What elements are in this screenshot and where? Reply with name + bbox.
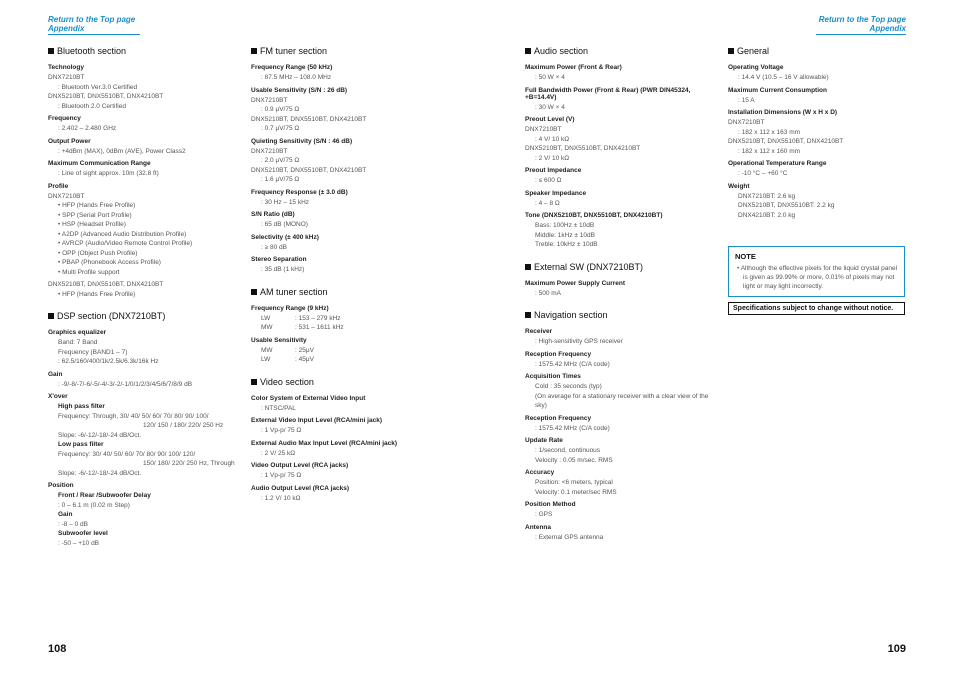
spec-value: : 1 Vp-p/ 75 Ω (261, 427, 302, 434)
spec-value: : ≥ 80 dB (261, 243, 287, 251)
spec-value: DNX7210BT: 2.6 kg (738, 192, 796, 200)
bullet-square-icon (251, 289, 257, 295)
spec-value: : ≤ 600 Ω (535, 177, 562, 184)
spec-value: : High-sensitivity GPS receiver (535, 338, 623, 345)
spec-label: Frequency Range (50 kHz) (251, 64, 333, 71)
section-title-video: Video section (251, 377, 441, 387)
spec-value: : -10 °C – +60 °C (738, 170, 788, 177)
spec-label: Maximum Communication Range (48, 160, 151, 167)
spec-label: Graphics equalizer (48, 329, 107, 336)
spec-value: : 1/second, continuous (535, 447, 601, 454)
spec-label: Audio Output Level (RCA jacks) (251, 484, 349, 492)
spec-value: Band: 7 Band (58, 339, 98, 346)
column-tuner-video (251, 46, 441, 503)
spec-label: Acquisition Times (525, 373, 581, 380)
spec-value: : 1575.42 MHz (C/A code) (535, 424, 610, 432)
spec-label: Frequency Range (9 kHz) (251, 304, 329, 312)
spec-value: (On average for a stationary receiver with a clear view of the sky) (535, 392, 711, 409)
spec-label: Maximum Current Consumption (728, 86, 827, 94)
spec-row: MW : 531 – 1611 kHz (261, 324, 344, 331)
bullet-square-icon (728, 48, 734, 54)
spec-value: : External GPS antenna (535, 533, 604, 541)
spec-value: : 1.2 V/ 10 kΩ (261, 494, 301, 502)
section-title-dsp: DSP section (DNX7210BT) (48, 311, 238, 321)
profile-list-item: • SPP (Serial Port Profile) (48, 211, 238, 221)
spec-value: Frequency: 30/ 40/ 50/ 60/ 70/ 80/ 90/ 100/ 120/ (58, 450, 196, 458)
profile-list-item: • HFP (Hands Free Profile) (48, 290, 238, 300)
spec-value: : 1575.42 MHz (C/A code) (535, 360, 610, 368)
spec-value: : 500 mA (535, 289, 562, 297)
bullet-square-icon (525, 48, 531, 54)
spec-value: : 2.402 – 2.480 GHz (58, 125, 117, 132)
spec-value: Treble: 10kHz ± 10dB (535, 241, 598, 248)
spec-value: DNX5210BT, DNX5510BT, DNX4210BT (525, 145, 641, 152)
spec-value: : 65 dB (MONO) (261, 221, 308, 228)
spec-notice: Specifications subject to change without notice. (728, 302, 905, 315)
bullet-square-icon (525, 312, 531, 318)
spec-value: : -9/-8/-7/-6/-5/-4/-3/-2/-1/0/1/2/3/4/5/6/7/8/9 dB (58, 380, 193, 388)
spec-value: Middle: 1kHz ± 10dB (535, 231, 595, 239)
spec-value: : Bluetooth 2.0 Certified (58, 102, 126, 110)
spec-label: Frequency Response (± 3.0 dB) (251, 188, 348, 196)
spec-value: : 2.0 μV/75 Ω (261, 157, 300, 164)
spec-value: : 30 Hz – 15 kHz (261, 198, 310, 206)
spec-sublabel: Gain (58, 511, 73, 518)
spec-value: : 62.5/160/400/1k/2.5k/6.3k/16k Hz (58, 358, 159, 365)
spec-value: : 0.9 μV/75 Ω (261, 106, 300, 113)
bullet-square-icon (251, 48, 257, 54)
spec-value: DNX7210BT (48, 74, 85, 81)
spec-value: : 182 x 112 x 163 mm (738, 128, 801, 136)
profile-list-item: • OPP (Object Push Profile) (48, 249, 238, 259)
bullet-square-icon (48, 313, 54, 319)
return-top-link-right[interactable]: Return to the Top page (818, 15, 906, 24)
spec-value: DNX5210BT, DNX5510BT, DNX4210BT (251, 115, 367, 123)
spec-sublabel: High pass filter (58, 403, 105, 410)
profile-list-item: • HFP (Hands Free Profile) (48, 201, 238, 211)
spec-value: DNX5210BT, DNX5510BT, DNX4210BT (728, 138, 844, 145)
spec-value: 120/ 150 / 180/ 220/ 250 Hz (143, 422, 224, 429)
spec-value: : 4 – 8 Ω (535, 199, 560, 207)
spec-label: Gain (48, 370, 63, 378)
spec-label: Reception Frequency (525, 350, 592, 358)
spec-value: : 1.6 μV/75 Ω (261, 176, 300, 183)
section-title-bluetooth: Bluetooth section (48, 46, 238, 56)
spec-label: Video Output Level (RCA jacks) (251, 462, 349, 469)
profile-list-item: • PBAP (Phonebook Access Profile) (48, 258, 238, 268)
note-title: NOTE (735, 252, 756, 261)
note-text: • Although the effective pixels for the liquid crystal panel is given as 99.99% or more, 0.01% of pixels may not light or may light incorrectly. (737, 265, 898, 290)
spec-label: Operating Voltage (728, 64, 784, 71)
spec-label: Profile (48, 182, 69, 190)
spec-label: Preout Impedance (525, 167, 582, 174)
spec-label: Update Rate (525, 437, 563, 444)
section-title-general: General (728, 46, 918, 56)
spec-label: Weight (728, 182, 750, 190)
spec-value: Position: <6 meters, typical (535, 479, 613, 486)
spec-value: : +4dBm (MAX), 0dBm (AVE), Power Class2 (58, 147, 186, 155)
spec-value: Bass: 100Hz ± 10dB (535, 222, 595, 229)
spec-value: Frequency (BAND1 – 7) (58, 348, 128, 356)
column-audio-navigation (525, 46, 715, 542)
column-general (728, 46, 918, 315)
section-title-am: AM tuner section (251, 287, 441, 297)
profile-list-item: • A2DP (Advanced Audio Distribution Profile) (48, 230, 238, 240)
profile-list-item: • AVRCP (Audio/Video Remote Control Profile) (48, 239, 238, 249)
spec-value: DNX7210BT (251, 96, 288, 104)
spec-value: : 87.5 MHz – 108.0 MHz (261, 74, 332, 81)
spec-value: : 182 x 112 x 160 mm (738, 147, 801, 155)
spec-row: LW : 45μV (261, 356, 314, 363)
return-top-link-left[interactable]: Return to the Top page (48, 15, 136, 24)
spec-value: DNX7210BT (525, 126, 562, 133)
spec-label: Reception Frequency (525, 414, 592, 422)
spec-value: DNX7210BT (251, 147, 288, 155)
spec-value: : 14.4 V (10.5 – 16 V allowable) (738, 74, 829, 81)
spec-value: : NTSC/PAL (261, 404, 296, 412)
note-box (728, 246, 905, 297)
spec-label: Usable Sensitivity (S/N : 26 dB) (251, 86, 348, 94)
spec-value: : 35 dB (1 kHz) (261, 266, 305, 273)
spec-label: S/N Ratio (dB) (251, 211, 295, 218)
spec-label: Technology (48, 64, 84, 71)
spec-value: : Line of sight approx. 10m (32.8 ft) (58, 170, 159, 177)
spec-value: : 4 V/ 10 kΩ (535, 135, 570, 143)
spec-value: DNX5210BT, DNX5510BT, DNX4210BT (48, 281, 164, 288)
spec-label: Position (48, 482, 74, 489)
section-title-fm: FM tuner section (251, 46, 441, 56)
spec-label: Usable Sensitivity (251, 336, 307, 344)
spec-value: Velocity: 0.1 meter/sec RMS (535, 488, 617, 496)
spec-value: Cold : 35 seconds (typ) (535, 383, 602, 390)
spec-label: X'over (48, 393, 68, 400)
spec-sublabel: Low pass filter (58, 441, 104, 448)
spec-row: MW : 25μV (261, 346, 314, 354)
header-right (816, 15, 906, 35)
spec-value: : Bluetooth Ver.3.0 Certified (58, 83, 138, 91)
spec-value: DNX5210BT, DNX5510BT, DNX4210BT (48, 93, 164, 100)
spec-value: DNX7210BT (48, 192, 85, 200)
spec-value: : -8 – 0 dB (58, 520, 88, 528)
spec-value: : 1 Vp-p/ 75 Ω (261, 472, 302, 479)
spec-label: Tone (DNX5210BT, DNX5510BT, DNX4210BT) (525, 212, 663, 219)
spec-label: Color System of External Video Input (251, 394, 366, 402)
spec-value: Frequency: Through, 30/ 40/ 50/ 60/ 70/ 80/ 90/ 100/ (58, 412, 209, 420)
spec-value: 150/ 180/ 220/ 250 Hz, Through (143, 460, 235, 467)
spec-sublabel: Front / Rear /Subwoofer Delay (58, 492, 151, 499)
page-number-right: 109 (887, 643, 906, 655)
spec-label: External Audio Max Input Level (RCA/mini jack) (251, 439, 398, 447)
spec-value: : 50 W × 4 (535, 74, 565, 81)
spec-label: Antenna (525, 523, 551, 531)
column-bluetooth-dsp (48, 46, 238, 548)
spec-label: Quieting Sensitivity (S/N : 46 dB) (251, 137, 353, 145)
spec-value: : 15 A (738, 96, 755, 104)
spec-label: Selectivity (± 400 kHz) (251, 233, 319, 241)
spec-label: Maximum Power (Front & Rear) (525, 64, 622, 71)
spec-label: Preout Level (V) (525, 116, 575, 123)
spec-label: Speaker Impedance (525, 189, 587, 197)
spec-value: : 30 W × 4 (535, 103, 565, 111)
spec-value: : 2 V/ 25 kΩ (261, 449, 296, 457)
spec-value: Velocity : 0.05 m/sec. RMS (535, 456, 613, 464)
bullet-square-icon (48, 48, 54, 54)
spec-value: : 2 V/ 10 kΩ (535, 154, 570, 162)
spec-value: DNX4210BT: 2.0 kg (738, 211, 796, 219)
spec-label: Maximum Power Supply Current (525, 279, 626, 287)
spec-value: : 0.7 μV/75 Ω (261, 125, 300, 132)
spec-value: Slope: -6/-12/-18/-24 dB/Oct. (58, 469, 142, 477)
header-left (48, 15, 140, 35)
spec-value: Slope: -6/-12/-18/-24 dB/Oct. (58, 431, 142, 439)
spec-value: : -50 – +10 dB (58, 539, 100, 547)
spec-label: Output Power (48, 137, 91, 145)
spec-label: Frequency (48, 115, 81, 122)
section-title-navigation: Navigation section (525, 310, 715, 320)
spec-label: Position Method (525, 501, 576, 508)
spec-label: Installation Dimensions (W x H x D) (728, 109, 838, 116)
spec-sublabel: Subwoofer level (58, 530, 108, 537)
section-title-external-sw: External SW (DNX7210BT) (525, 262, 715, 272)
spec-label: Receiver (525, 328, 553, 335)
spec-value: DNX5210BT, DNX5510BT: 2.2 kg (738, 202, 835, 209)
profile-list-item: • HSP (Headset Profile) (48, 220, 238, 230)
page-number-left: 108 (48, 643, 67, 655)
spec-label: Accuracy (525, 469, 555, 476)
bullet-square-icon (251, 379, 257, 385)
spec-row: LW : 153 – 279 kHz (261, 314, 341, 322)
spec-value: DNX7210BT (728, 119, 765, 126)
spec-value: : 0 – 6.1 m (0.02 m Step) (58, 501, 130, 509)
appendix-link-left[interactable]: Appendix (48, 24, 140, 35)
spec-value: DNX5210BT, DNX5510BT, DNX4210BT (251, 166, 367, 174)
appendix-link-right[interactable]: Appendix (816, 24, 906, 35)
profile-list-item: • Multi Profile support (48, 268, 238, 278)
spec-label: External Video Input Level (RCA/mini jack) (251, 417, 382, 424)
spec-value: : GPS (535, 511, 553, 518)
spec-label: Operational Temperature Range (728, 160, 827, 167)
spec-label: Stereo Separation (251, 256, 307, 263)
bullet-square-icon (525, 264, 531, 270)
spec-label: Full Bandwidth Power (Front & Rear) (PWR DIN45324, +B=14.4V) (525, 86, 691, 101)
section-title-audio: Audio section (525, 46, 715, 56)
